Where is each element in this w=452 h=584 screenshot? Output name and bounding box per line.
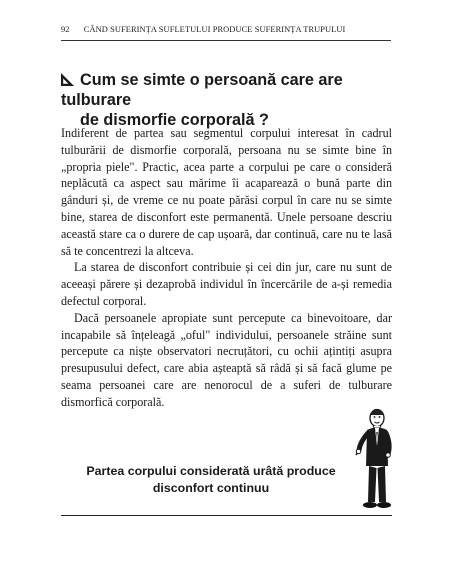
page-number: 92 [61, 25, 70, 34]
callout-line-1: Partea corpului considerată urâtă produce [86, 464, 336, 478]
paragraph: Dacă persoanele apropiate sunt percepute ca binevoitoare, dar incapabile să înțeleagă „oful" individului, persoanele străine sunt percepute ca niște observatori necruțători, cu ochii ațintiți asupra presupusului defect, care abia așteaptă să râdă și să facă glume pe seama persoanei care are nenorocul de a suferi de tulburare dismorfică corporală. [61, 310, 392, 409]
callout-line-2: disconfort continuu [152, 481, 270, 495]
callout-box [61, 463, 361, 497]
header-divider [61, 40, 391, 41]
triangle-corner-icon [61, 73, 74, 86]
section-heading [61, 70, 401, 130]
heading-line-1: Cum se simte o persoană care are tulburare [61, 71, 343, 109]
paragraph: Indiferent de partea sau segmentul corpului interesat în cadrul tulburării de dismorfie corporală, persoana nu se simte bine în „propria piele". Practic, acea parte a corpului pe care o consideră neplăcută ca aspect sau mărime îi acaparează o bună parte din gânduri și, de vreme ce nu poate părăsi corpul în care nu se simte bine, starea de disconfort este permanentă. Unele persoane descriu această stare ca o durere de cap ușoară, dar continuă, care nu te lasă să te concentrezi la altceva. [61, 126, 392, 258]
body-text [61, 125, 392, 411]
paragraph: La starea de disconfort contribuie și cei din jur, care nu sunt de aceeași părere și dezaprobă individul în încercările de a-și remedia defectul corporal. [61, 260, 392, 308]
pointing-man-figure-icon [355, 406, 395, 512]
callout-divider [61, 515, 392, 516]
heading-line-2: de dismorfie corporală ? [80, 111, 269, 129]
running-header [61, 25, 391, 34]
running-title: CÂND SUFERINȚA SUFLETULUI PRODUCE SUFERINȚA TRUPULUI [83, 25, 346, 34]
